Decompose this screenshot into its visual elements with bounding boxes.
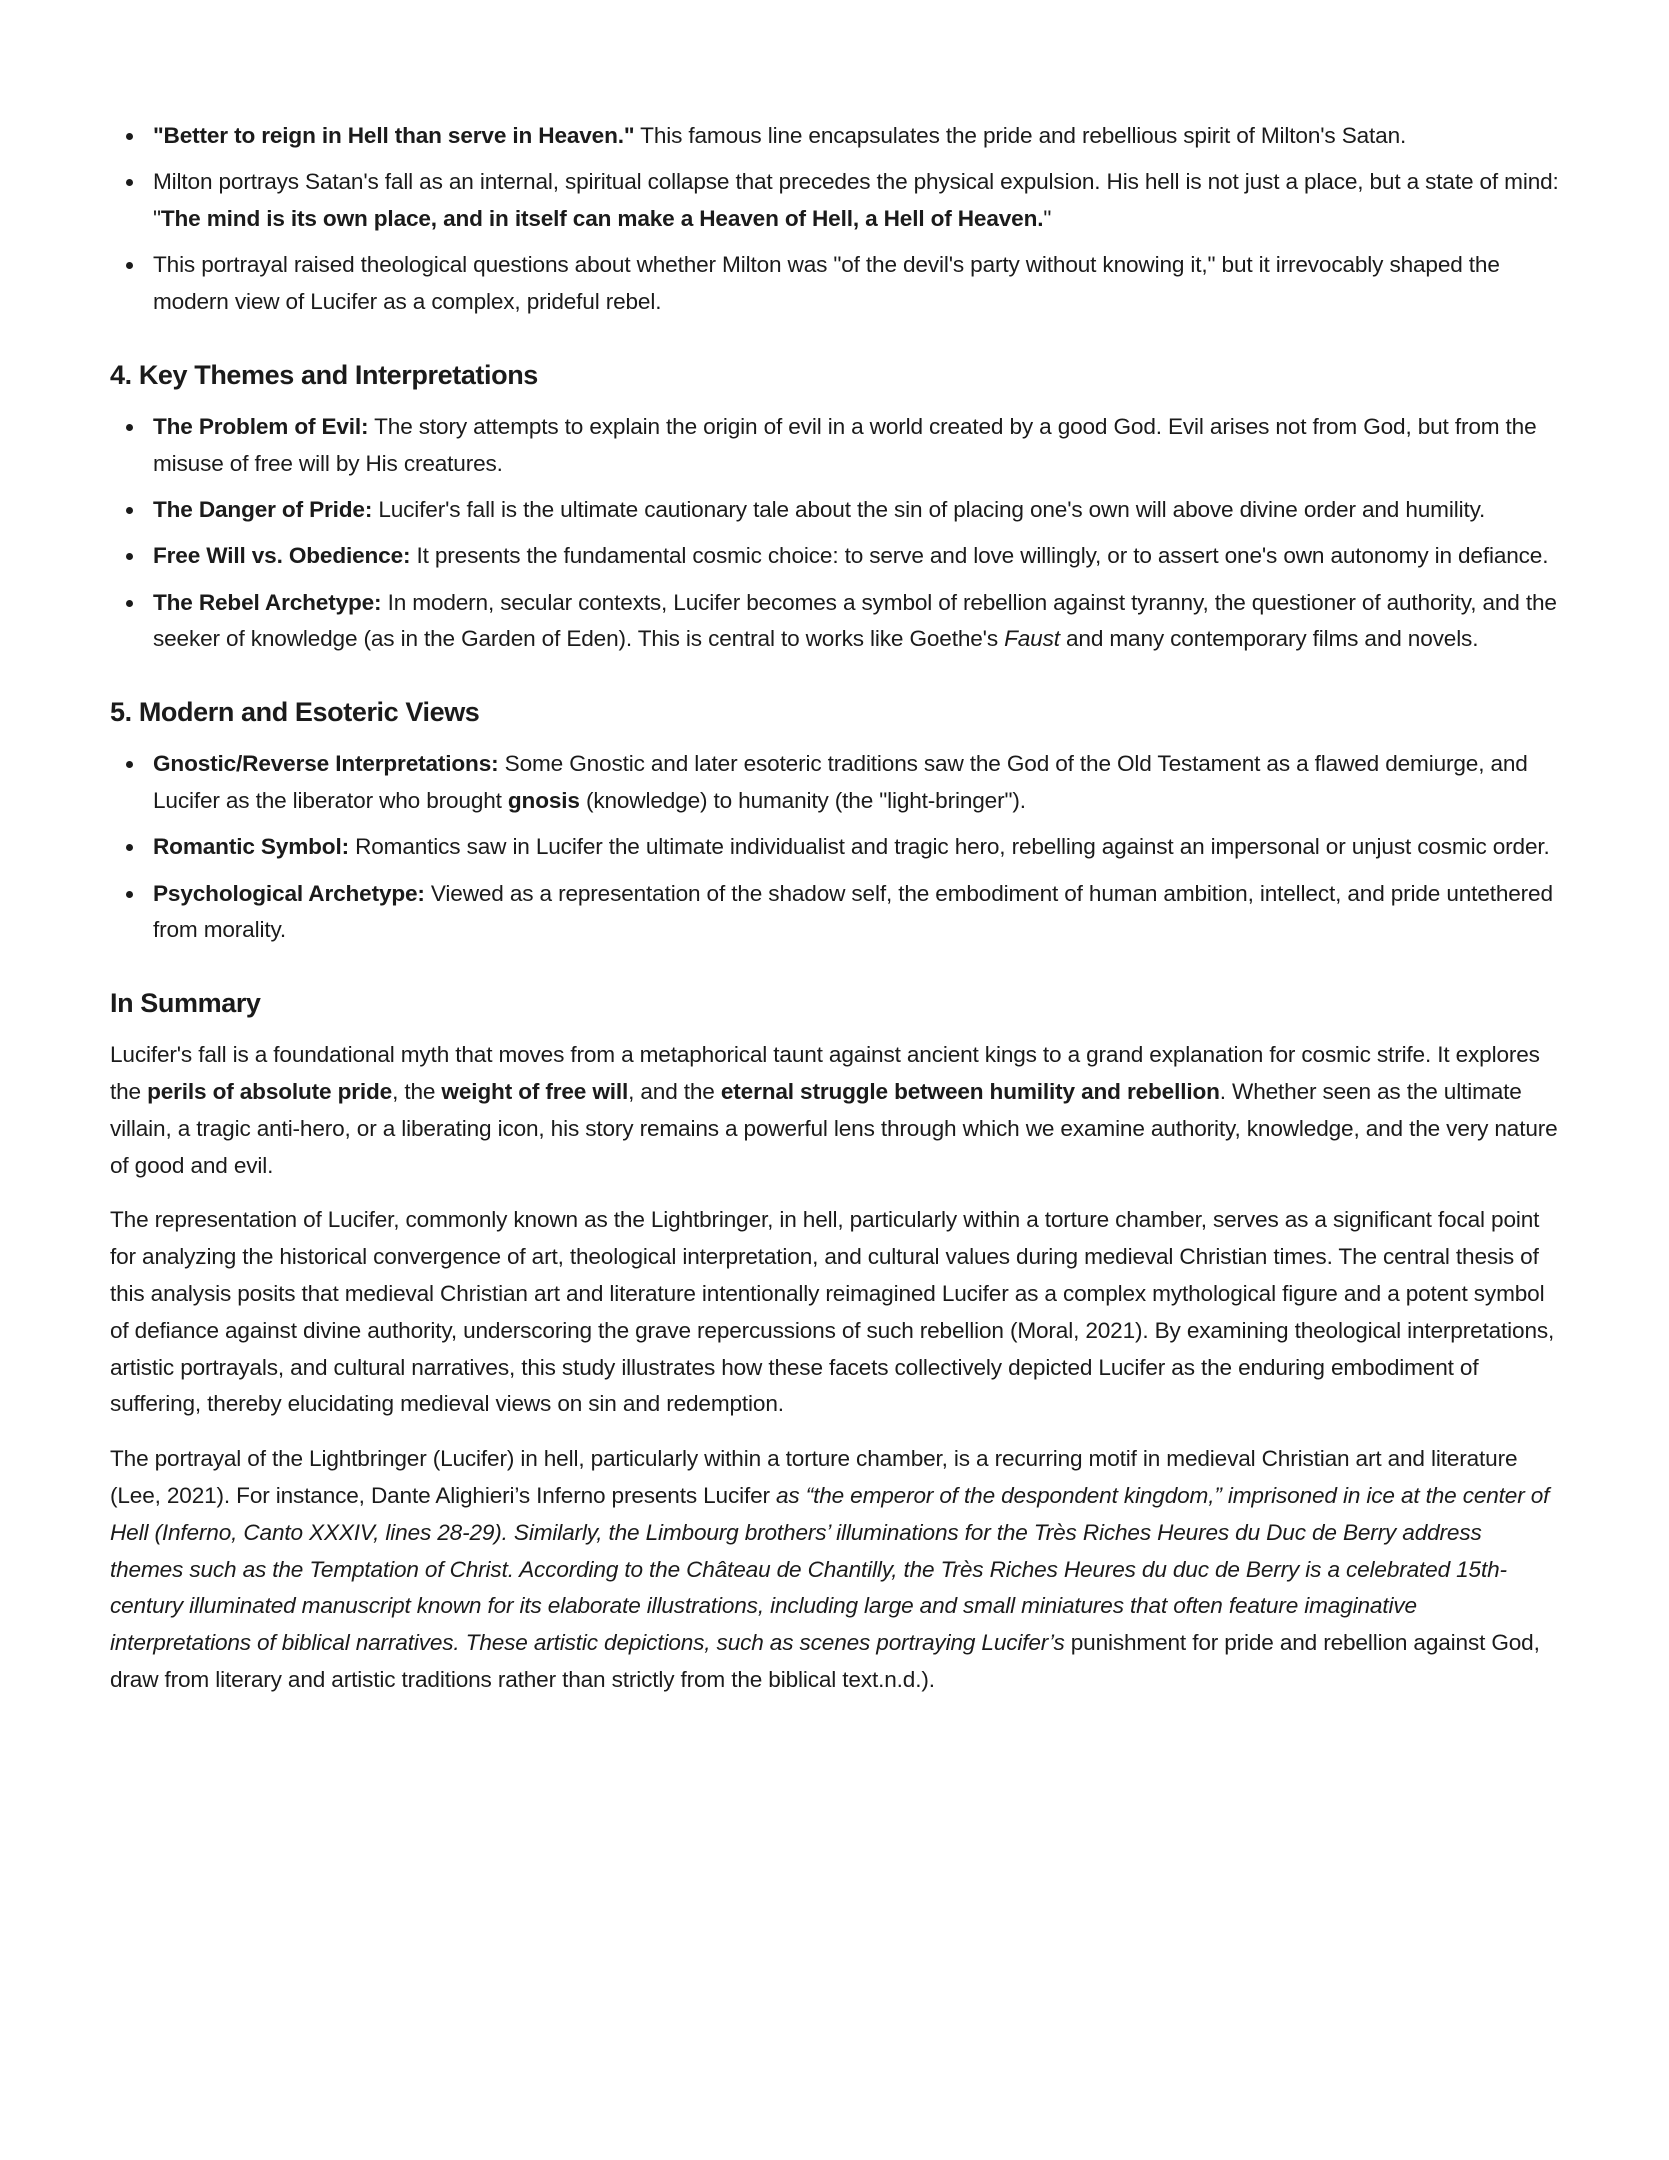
text-run: Some Gnostic and later esoteric traditions saw the God of the Old Testament as a flawed demiurge, and Lucifer as the liberator who brought (153, 751, 1528, 814)
section-modern-esoteric (110, 694, 1560, 949)
bold-text-run: "Better to reign in Hell than serve in Heaven." (153, 123, 635, 148)
text-run: " (1043, 206, 1052, 232)
bold-text-run: Romantic Symbol: (153, 834, 349, 860)
text-run: . Whether seen as the ultimate villain, a tragic anti-hero, or a liberating icon, his story remains a powerful lens through which we examine authority, knowledge, and the very nature of good and evil. (110, 1079, 1558, 1178)
text-run: The representation of Lucifer, commonly known as the Lightbringer, in hell, particularly within a torture chamber, serves as a significant focal point for analyzing the historical convergence of art, theological interpretation, and cultural values during medieval Christian times. The central thesis of this analysis posits that medieval Christian art and literature intentionally reimagined Lucifer as a complex mythological figure and a potent symbol of defiance against divine authority, underscoring the grave repercussions of such rebellion (Moral, 2021). By examining theological interpretations, artistic portrayals, and cultural narratives, this study illustrates how these facets collectively depicted Lucifer as the enduring embodiment of suffering, thereby elucidating medieval views on sin and redemption. (110, 1207, 1555, 1417)
modern-esoteric-bullet-list (110, 746, 1560, 949)
text-run: The portrayal of the Lightbringer (Lucifer) in hell, particularly within a torture chamber, is a recurring motif in medieval Christian art and literature (Lee, 2021). For instance, Dante Alighieri’s Inferno presents Lucifer (110, 1446, 1518, 1509)
bold-text-run: Psychological Archetype: (153, 880, 425, 906)
list-item (153, 164, 1560, 238)
text-run: and many contemporary films and novels. (1059, 626, 1479, 652)
bold-text-run: The Problem of Evil: (153, 413, 369, 439)
key-themes-bullet-list (110, 409, 1560, 658)
section-summary (110, 985, 1560, 1699)
bold-text-run: eternal struggle between humility and rebellion (720, 1079, 1220, 1105)
list-item (153, 876, 1560, 950)
bold-text-run: The mind is its own place, and in itself can make a Heaven of Hell, a Hell of Heaven. (160, 206, 1044, 232)
text-run: , the (392, 1079, 442, 1105)
list-item (153, 538, 1560, 575)
text-run: , and the (628, 1079, 721, 1105)
bullet-icon (126, 179, 133, 186)
thesis-paragraph (110, 1202, 1560, 1423)
list-item (153, 585, 1560, 659)
bullet-icon (126, 761, 133, 768)
portrayal-paragraph (110, 1441, 1560, 1699)
document-body (110, 118, 1560, 1699)
section-heading-key-themes: 4. Key Themes and Interpretations (110, 359, 538, 390)
bullet-icon (126, 600, 133, 607)
text-run: punishment for pride and rebellion against God, draw from literary and artistic traditions rather than strictly from the biblical text.n.d.). (110, 1630, 1540, 1692)
text-run: Lucifer's fall is the ultimate cautionary tale about the sin of placing one's own will above divine order and humility. (372, 497, 1486, 523)
italic-text-run: as “the emperor of the despondent kingdom,” imprisoned in ice at the center of Hell (Inferno, Canto XXXIV, lines 28-29). Similarly, the Limbourg brothers’ illuminations for the Très Riches Heures du Duc de Berry address themes such as the Temptation of Christ. According to the Château de Chantilly, the Très Riches Heures du duc de Berry is a celebrated 15th-century illuminated manuscript known for its elaborate illustrations, including large and small miniatures that often feature imaginative interpretations of biblical narratives. These artistic depictions, such as scenes portraying Lucifer’s (110, 1483, 1550, 1656)
section-heading-summary: In Summary (110, 988, 261, 1019)
bullet-icon (126, 844, 133, 851)
section-heading-modern-esoteric: 5. Modern and Esoteric Views (110, 697, 480, 728)
list-item (153, 247, 1560, 321)
text-run: Viewed as a representation of the shadow self, the embodiment of human ambition, intellect, and pride untethered from morality. (153, 880, 1553, 943)
list-item (153, 492, 1560, 529)
section-milton-satan (110, 118, 1560, 321)
bullet-icon (126, 507, 133, 514)
bold-text-run: perils of absolute pride (147, 1079, 393, 1105)
text-run: In modern, secular contexts, Lucifer becomes a symbol of rebellion against tyranny, the questioner of authority, and the seeker of knowledge (as in the Garden of Eden). This is central to works like Goethe's (153, 589, 1557, 652)
text-run: This famous line encapsulates the pride and rebellious spirit of Milton's Satan. (634, 123, 1407, 148)
bullet-icon (126, 133, 133, 140)
bullet-icon (126, 424, 133, 431)
text-run: Milton portrays Satan's fall as an internal, spiritual collapse that precedes the physical expulsion. His hell is not just a place, but a state of mind: " (153, 169, 1559, 232)
text-run: The story attempts to explain the origin of evil in a world created by a good God. Evil arises not from God, but from the misuse of free will by His creatures. (153, 413, 1537, 476)
list-item (153, 409, 1560, 483)
summary-paragraph (110, 1037, 1560, 1184)
bold-text-run: Free Will vs. Obedience: (153, 543, 411, 569)
text-run: This portrayal raised theological questions about whether Milton was "of the devil's party without knowing it," but it irrevocably shaped the modern view of Lucifer as a complex, prideful rebel. (153, 252, 1500, 315)
section-key-themes (110, 357, 1560, 658)
bold-text-run: Gnostic/Reverse Interpretations: (153, 751, 499, 777)
bullet-icon (126, 262, 133, 269)
italic-text-run: Faust (1004, 626, 1060, 652)
bold-text-run: gnosis (507, 788, 580, 814)
list-item (153, 829, 1560, 866)
text-run: Romantics saw in Lucifer the ultimate individualist and tragic hero, rebelling against an impersonal or unjust cosmic order. (348, 834, 1550, 860)
bold-text-run: weight of free will (441, 1079, 629, 1105)
bullet-icon (126, 891, 133, 898)
text-run: It presents the fundamental cosmic choice: to serve and love willingly, or to assert one's own autonomy in defiance. (410, 543, 1549, 569)
milton-bullet-list (110, 118, 1560, 321)
bold-text-run: The Rebel Archetype: (153, 589, 382, 615)
list-item (153, 746, 1560, 820)
list-item (153, 118, 1560, 155)
bullet-icon (126, 553, 133, 560)
text-run: (knowledge) to humanity (the "light-bringer"). (579, 788, 1026, 814)
text-run: Lucifer's fall is a foundational myth that moves from a metaphorical taunt against ancient kings to a grand explanation for cosmic strife. It explores the (110, 1042, 1540, 1105)
bold-text-run: The Danger of Pride: (153, 497, 373, 523)
